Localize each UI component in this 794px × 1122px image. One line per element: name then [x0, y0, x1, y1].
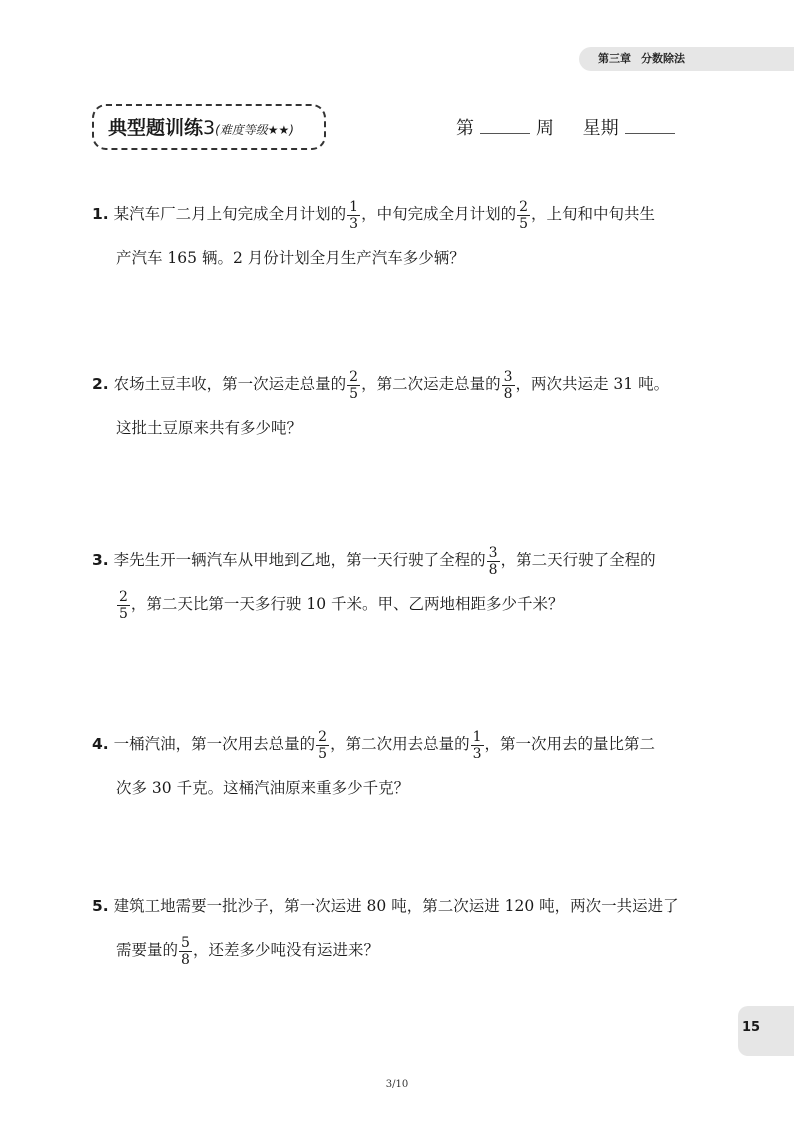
fraction — [179, 936, 192, 967]
weekday-label: 星期 — [582, 118, 619, 139]
fraction — [117, 590, 130, 621]
denominator: 5 — [318, 745, 328, 762]
week-prefix: 第 — [456, 118, 474, 139]
problem-text: 需要量的 — [116, 941, 179, 959]
title-main: 典型题训练 — [108, 117, 204, 139]
problem-5-line-1 — [92, 884, 702, 928]
problem-3-line-2 — [92, 582, 702, 626]
fraction — [502, 370, 515, 401]
problem-4 — [92, 722, 702, 810]
problem-number: 2. — [92, 375, 109, 393]
title-number: 3 — [203, 117, 216, 139]
weekday-blank[interactable] — [625, 117, 675, 134]
problem-text: ，第二次运走总量的 — [361, 375, 501, 393]
problem-number: 5. — [92, 897, 109, 915]
problem-text: 一桶汽油，第一次用去总量的 — [113, 735, 316, 753]
problem-1 — [92, 192, 702, 280]
denominator: 5 — [519, 215, 528, 232]
week-day-line — [456, 114, 681, 140]
problem-text: 建筑工地需要一批沙子，第一次运进 80 吨，第二次运进 120 吨，两次一共运进了 — [113, 897, 679, 915]
numerator: 3 — [503, 368, 513, 385]
denominator: 8 — [503, 385, 513, 402]
page-footer: 3/10 — [385, 1079, 409, 1090]
week-label: 周 — [536, 118, 554, 139]
problem-text: ，上旬和中旬共生 — [531, 205, 656, 223]
week-blank[interactable] — [480, 117, 530, 134]
fraction — [487, 546, 500, 577]
numerator: 2 — [349, 368, 359, 385]
denominator: 3 — [472, 745, 482, 762]
problem-text: 李先生开一辆汽车从甲地到乙地，第一天行驶了全程的 — [113, 551, 486, 569]
problem-text: ，还差多少吨没有运进来？ — [192, 941, 379, 959]
problem-text: ，第一次用去的量比第二 — [484, 735, 656, 753]
numerator: 5 — [181, 934, 190, 951]
numerator: 1 — [472, 728, 482, 745]
denominator: 8 — [488, 561, 498, 578]
problem-text: ，两次共运走 31 吨。 — [515, 375, 670, 393]
fraction — [347, 200, 360, 231]
numerator: 2 — [519, 198, 528, 215]
difficulty-label: (难度等级★★) — [215, 123, 294, 137]
problem-1-line-2: 产汽车 165 辆。2 月份计划全月生产汽车多少辆？ — [116, 249, 465, 267]
problem-4-line-2: 次多 30 千克。这桶汽油原来重多少千克？ — [116, 779, 410, 797]
section-label: 分数除法 — [641, 52, 685, 65]
problem-4-line-1 — [92, 722, 702, 766]
problem-5 — [92, 884, 702, 972]
fraction — [347, 370, 360, 401]
numerator: 2 — [119, 588, 128, 605]
problem-number: 1. — [92, 205, 109, 223]
problem-text: ，第二天比第一天多行驶 10 千米。甲、乙两地相距多少千米？ — [130, 595, 564, 613]
chapter-heading — [598, 50, 695, 66]
denominator: 8 — [181, 951, 190, 968]
problem-3 — [92, 538, 702, 626]
problem-text: 农场土豆丰收，第一次运走总量的 — [113, 375, 347, 393]
problem-number: 3. — [92, 551, 109, 569]
problem-3-line-1 — [92, 538, 702, 582]
problem-text: ，中旬完成全月计划的 — [361, 205, 517, 223]
fraction — [316, 730, 329, 761]
page-number: 15 — [742, 1020, 761, 1035]
problem-text: ，第二次用去总量的 — [330, 735, 470, 753]
problem-5-line-2 — [92, 928, 702, 972]
chapter-label: 第三章 — [598, 52, 631, 65]
problem-1-line-1 — [92, 192, 702, 236]
numerator: 3 — [488, 544, 498, 561]
exercise-title — [108, 113, 294, 140]
problem-2 — [92, 362, 702, 450]
numerator: 2 — [318, 728, 328, 745]
problem-text: ，第二天行驶了全程的 — [500, 551, 656, 569]
denominator: 3 — [349, 215, 359, 232]
problem-text: 某汽车厂二月上旬完成全月计划的 — [113, 205, 347, 223]
numerator: 1 — [349, 198, 359, 215]
problem-2-line-2: 这批土豆原来共有多少吨？ — [116, 419, 303, 437]
problem-2-line-1 — [92, 362, 702, 406]
denominator: 5 — [349, 385, 359, 402]
fraction — [471, 730, 484, 761]
problem-number: 4. — [92, 735, 109, 753]
fraction — [517, 200, 530, 231]
denominator: 5 — [119, 605, 128, 622]
